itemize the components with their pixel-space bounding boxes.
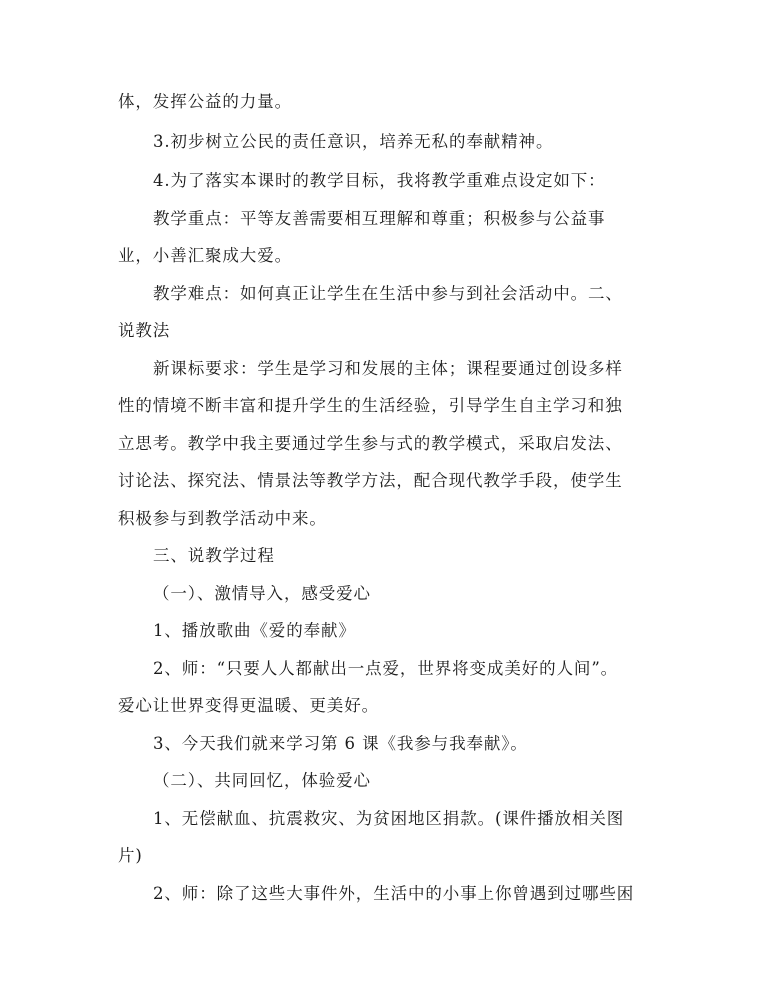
- subsection-heading: （一）、激情导入，感受爱心: [153, 584, 371, 603]
- paragraph-line: 2、师：“只要人人都献出一点爱，世界将变成美好的人间”。: [153, 659, 619, 678]
- paragraph-line: 3.初步树立公民的责任意识，培养无私的奉献精神。: [153, 132, 554, 151]
- paragraph-line: 片): [118, 846, 143, 865]
- paragraph-line: 业，小善汇聚成大爱。: [118, 246, 292, 265]
- paragraph-line: 1、播放歌曲《爱的奉献》: [153, 621, 356, 640]
- paragraph-line: 教学重点：平等友善需要相互理解和尊重；积极参与公益事: [153, 209, 606, 228]
- paragraph-line: 3、今天我们就来学习第 6 课《我参与我奉献》。: [153, 734, 528, 753]
- paragraph-line: 2、师：除了这些大事件外，生活中的小事上你曾遇到过哪些困: [153, 884, 635, 903]
- paragraph-line: 教学难点：如何真正让学生在生活中参与到社会活动中。二、: [153, 284, 623, 303]
- paragraph-line: 说教法: [118, 321, 171, 340]
- paragraph-line: 4.为了落实本课时的教学目标，我将教学重难点设定如下：: [153, 171, 606, 190]
- subsection-heading: （二）、共同回忆，体验爱心: [153, 771, 371, 790]
- paragraph-line: 新课标要求：学生是学习和发展的主体；课程要通过创设多样: [153, 359, 623, 378]
- paragraph-line: 爱心让世界变得更温暖、更美好。: [118, 696, 379, 715]
- paragraph-line: 1、无偿献血、抗震救灾、为贫困地区捐款。(课件播放相关图: [153, 809, 625, 828]
- paragraph-line: 体，发挥公益的力量。: [118, 92, 292, 111]
- paragraph-line: 立思考。教学中我主要通过学生参与式的教学模式，采取启发法、: [118, 434, 623, 453]
- paragraph-line: 性的情境不断丰富和提升学生的生活经验，引导学生自主学习和独: [118, 396, 623, 415]
- paragraph-line: 讨论法、探究法、情景法等教学方法，配合现代教学手段，使学生: [118, 471, 623, 490]
- paragraph-line: 积极参与到教学活动中来。: [118, 509, 327, 528]
- section-heading: 三、说教学过程: [153, 546, 275, 565]
